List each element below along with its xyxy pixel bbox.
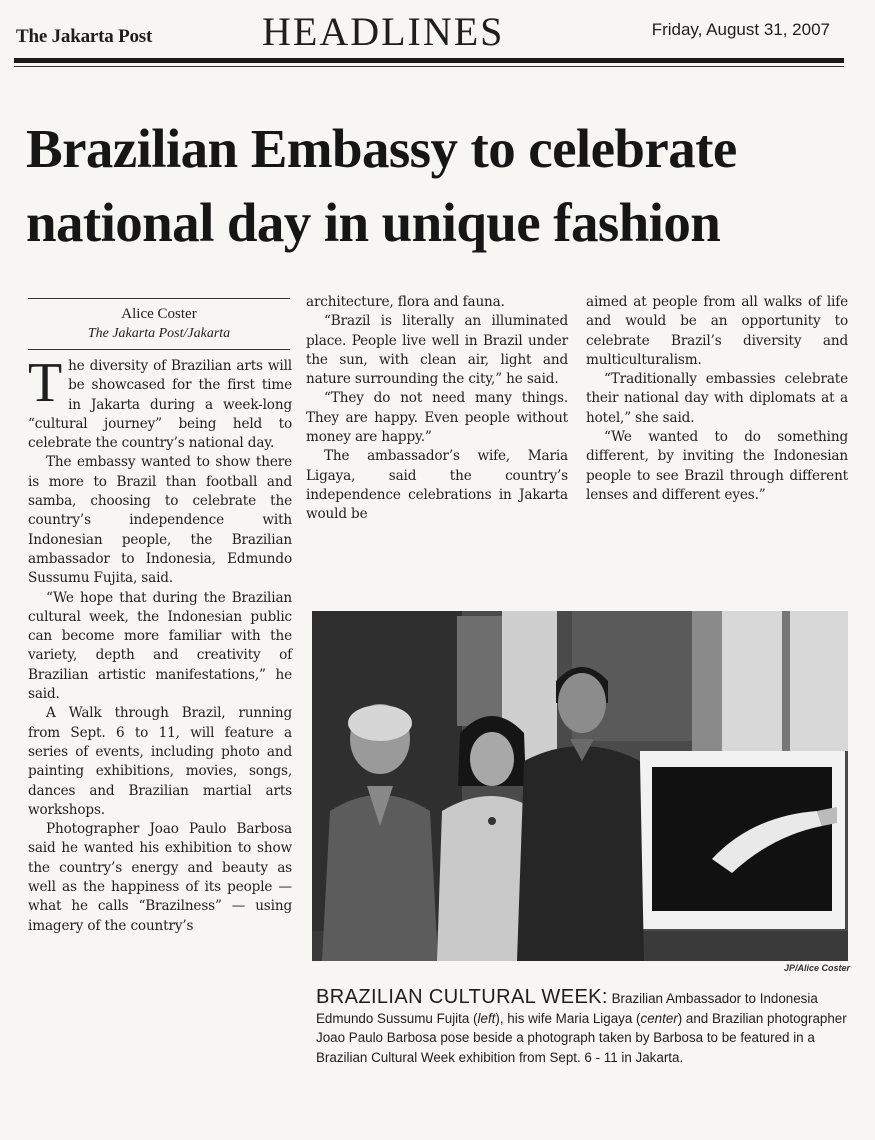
- byline-rule-bottom: [28, 349, 290, 350]
- byline-rule-top: [28, 298, 290, 299]
- paragraph-text: he diversity of Brazilian arts will be showcased for the first time in Jakarta during a week-long “cultural journey” being held to celebrate the country’s national day.: [28, 358, 292, 452]
- caption-position-center: center: [640, 1010, 678, 1026]
- photo-illustration: [312, 611, 848, 961]
- news-photo: [312, 611, 848, 961]
- paragraph: The embassy wanted to show there is more to Brazil than football and samba, choosing to celebrate the country’s independence with Indonesian people, the Brazilian ambassador to Indonesia, Edmundo Sussumu Fujita, said.: [28, 454, 292, 587]
- caption-text: ) and Brazilian photographer Joao Paulo Barbosa pose beside a photograph taken by Barbosa to be featured in a Brazilian Cultural Week exhibition from Sept. 6 - 11 in Jakarta.: [316, 1010, 847, 1065]
- paragraph: “We wanted to do something different, by inviting the Indonesian people to see Brazil through different lenses and different eyes.”: [586, 429, 848, 503]
- issue-date: Friday, August 31, 2007: [651, 20, 830, 39]
- section-title: HEADLINES: [262, 9, 505, 54]
- article-column-3: [586, 293, 848, 505]
- newspaper-name: The Jakarta Post: [16, 26, 153, 47]
- caption-position-left: left: [477, 1010, 496, 1026]
- paragraph: “They do not need many things. They are happy. Even people without money are happy.”: [306, 390, 568, 446]
- paragraph: “Traditionally embassies celebrate their national day with diplomats at a hotel,” she said.: [586, 371, 848, 426]
- paragraph: aimed at people from all walks of life and would be an opportunity to celebrate Brazil’s diversity and multiculturalism.: [586, 294, 848, 368]
- masthead-rule: [14, 58, 844, 63]
- paragraph: A Walk through Brazil, running from Sept. 6 to 11, will feature a series of events, including photo and painting exhibitions, movies, songs, dances and Brazilian martial arts workshops.: [28, 705, 292, 818]
- byline-author: Alice Coster: [121, 306, 197, 322]
- drop-cap: T: [28, 352, 63, 414]
- masthead: [14, 8, 844, 64]
- article-column-2: [306, 293, 568, 525]
- byline-dateline: The Jakarta Post/Jakarta: [87, 326, 231, 341]
- photo-caption: [316, 988, 854, 1067]
- caption-text: ), his wife Maria Ligaya (: [495, 1010, 641, 1026]
- paragraph: “Brazil is literally an illuminated place. People live well in Brazil under the sun, with clean air, light and nature surrounding the city,” he said.: [306, 313, 568, 388]
- paragraph: Photographer Joao Paulo Barbosa said he wanted his exhibition to show the country’s energy and beauty as well as the happiness of its people — what he calls “Brazilness” — using imagery of the country’s: [28, 821, 292, 934]
- photo-credit: JP/Alice Coster: [783, 963, 850, 973]
- paragraph: [28, 352, 292, 453]
- paragraph: architecture, flora and fauna.: [306, 294, 505, 310]
- masthead-rule-thin: [14, 66, 844, 67]
- caption-label: BRAZILIAN CULTURAL WEEK:: [316, 986, 608, 1008]
- article-headline: Brazilian Embassy to celebrate national day in unique fashion: [26, 118, 737, 253]
- article-column-1: [28, 352, 292, 936]
- framed-photograph: [640, 751, 845, 929]
- paragraph: The ambassador’s wife, Maria Ligaya, said the country’s independence celebrations in Jakarta would be: [306, 448, 568, 523]
- caption-text: Brazilian Ambassador to Indonesia Edmundo Sussumu Fujita (: [316, 991, 818, 1026]
- paragraph: “We hope that during the Brazilian cultural week, the Indonesian public can become more familiar with the variety, depth and creativity of Brazilian artistic manifestations,” he said.: [28, 589, 292, 703]
